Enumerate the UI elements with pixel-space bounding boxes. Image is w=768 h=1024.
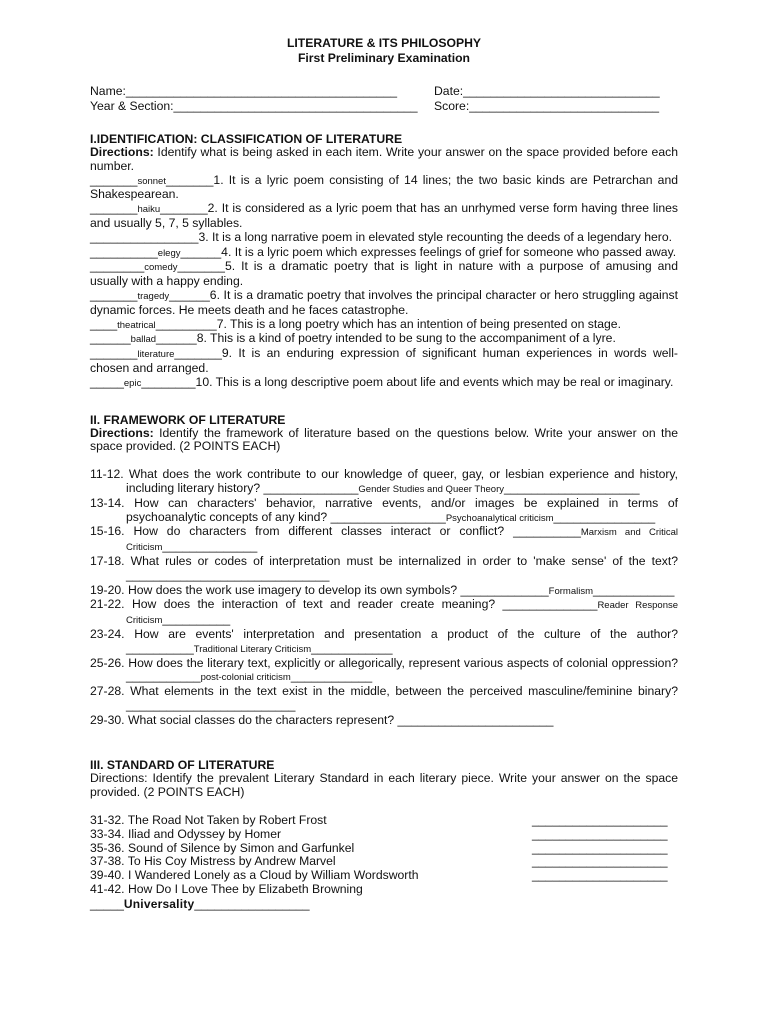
- last-answer-line: [90, 897, 678, 911]
- answer-blank-tail: _______________: [553, 509, 656, 524]
- item-question: 27-28. What elements in the text exist in the middle, between the perceived masculine/feminine binary? _________________________: [90, 684, 678, 712]
- last-answer-post: _________________: [194, 896, 310, 911]
- item-question: ______4. It is a lyric poem which expresses feelings of grief for someone who passed away.: [180, 244, 677, 259]
- item-question: _________7. This is a long poetry which has an intention of being presented on stage.: [155, 316, 621, 331]
- directions-text: Identify the framework of literature based on the questions below. Write your answer on the space provided. (2 POINTS EACH): [90, 425, 678, 454]
- answer-blank-pre: _______: [90, 201, 138, 216]
- item-question: 11-12. What does the work contribute to our knowledge of queer, gay, or lesbian experience and history, including literary history? ______________: [90, 467, 678, 495]
- handwritten-answer[interactable]: literature: [137, 349, 175, 361]
- framework-item: [90, 584, 678, 599]
- name-field[interactable]: Name:________________________________________: [90, 84, 398, 98]
- section1-title: I.IDENTIFICATION: CLASSIFICATION OF LITERATURE: [90, 132, 403, 146]
- exam-page: [90, 36, 678, 911]
- answer-blank-pre: ____: [90, 316, 118, 331]
- answer-blank-pre: ______: [90, 331, 131, 346]
- item-question: 29-30. What social classes do the characters represent? _______________________: [90, 712, 554, 727]
- answer-blank-tail: ____________: [593, 582, 675, 597]
- framework-item: [90, 714, 678, 729]
- standard-item: [90, 855, 678, 869]
- section1-items: [90, 174, 678, 391]
- standard-item: [90, 828, 678, 842]
- identification-item: [90, 174, 678, 203]
- answer-blank-pre: ________: [90, 259, 145, 274]
- answer-blank-pre: _____: [90, 374, 124, 389]
- section2-directions: [90, 427, 678, 455]
- item-question: 13-14. How can characters' behavior, narrative events, and/or images be explained in terms of psychoanalytic concepts of any kind? _________________: [90, 495, 678, 524]
- handwritten-answer[interactable]: haiku: [137, 204, 161, 216]
- handwritten-answer[interactable]: comedy: [144, 262, 178, 274]
- answer-blank-tail: ____________________: [504, 480, 640, 495]
- handwritten-answer[interactable]: ballad: [130, 334, 157, 346]
- section3-title: III. STANDARD OF LITERATURE: [90, 758, 275, 773]
- item-question: ________________3. It is a long narrative poem in elevated style recounting the deeds of a legendary hero.: [90, 229, 673, 244]
- answer-blank-pre: _______: [90, 346, 138, 361]
- handwritten-answer[interactable]: post-colonial criticism: [200, 672, 291, 684]
- item-question: _______1. It is a lyric poem consisting of 14 lines; the two basic kinds are Petrarchan and Shakespearean.: [90, 172, 678, 202]
- identification-item: [90, 260, 678, 289]
- handwritten-answer[interactable]: Marxism and Critical Criticism: [126, 527, 678, 554]
- item-question: 21-22. How does the interaction of text and reader create meaning? ______________: [90, 597, 598, 612]
- answer-blank[interactable]: ____________________: [532, 826, 668, 841]
- item-question: 23-24. How are events' interpretation and presentation a product of the culture of the author? __________: [90, 626, 678, 655]
- section1-directions: [90, 146, 678, 174]
- literary-piece: 31-32. The Road Not Taken by Robert Frost: [90, 813, 327, 828]
- item-question: _______9. It is an enduring expression of significant human experiences in words well-chosen and arranged.: [90, 346, 678, 375]
- item-question: 25-26. How does the literary text, explicitly or allegorically, represent various aspects of colonial oppression? ___________: [90, 655, 678, 684]
- handwritten-answer[interactable]: sonnet: [137, 175, 166, 187]
- answer-blank[interactable]: ____________________: [532, 840, 668, 855]
- identification-item: [90, 289, 678, 318]
- handwritten-answer[interactable]: Gender Studies and Queer Theory: [358, 483, 504, 495]
- item-question: ______8. This is a kind of poetry intended to be sung to the accompaniment of a lyre.: [156, 331, 616, 346]
- handwritten-answer[interactable]: tragedy: [137, 290, 170, 302]
- handwritten-answer[interactable]: Traditional Literary Criticism: [193, 643, 312, 655]
- year-section-field[interactable]: Year & Section:____________________________________: [90, 99, 418, 113]
- item-question: 15-16. How do characters from different classes interact or conflict? __________: [90, 524, 581, 539]
- handwritten-answer[interactable]: epic: [123, 377, 142, 389]
- standard-item: [90, 814, 678, 828]
- score-field[interactable]: Score:____________________________: [434, 99, 660, 113]
- info-row-2: [90, 99, 678, 114]
- standard-item: [90, 883, 678, 897]
- identification-item: [90, 246, 678, 261]
- framework-item: [90, 685, 678, 714]
- section3-directions: Directions: Identify the prevalent Literary Standard in each literary piece. Write your answer on the space provided. (2 POINTS EACH): [90, 771, 678, 800]
- answer-blank[interactable]: [532, 883, 678, 897]
- identification-item: [90, 202, 678, 231]
- last-answer-pre: _____: [90, 896, 124, 911]
- section2-title: II. FRAMEWORK OF LITERATURE: [90, 412, 286, 427]
- handwritten-answer[interactable]: Formalism: [548, 585, 594, 597]
- framework-item: [90, 555, 678, 584]
- framework-item: [90, 628, 678, 657]
- framework-item: [90, 468, 678, 497]
- item-question: _______2. It is considered as a lyric poem that has an unrhymed verse form having three lines and usually 5, 7, 5 syllables.: [90, 201, 678, 230]
- directions-label: Directions:: [90, 425, 154, 440]
- exam-subtitle: First Preliminary Examination: [297, 51, 471, 65]
- answer-blank-pre: __________: [90, 244, 158, 259]
- date-field[interactable]: Date:_____________________________: [434, 84, 660, 98]
- handwritten-answer[interactable]: theatrical: [117, 319, 156, 331]
- framework-item: [90, 525, 678, 555]
- handwritten-answer[interactable]: Reader Response Criticism: [126, 600, 679, 627]
- answer-blank[interactable]: ____________________: [532, 854, 668, 869]
- directions-label: Directions:: [90, 145, 154, 159]
- exam-title: LITERATURE & ITS PHILOSOPHY: [286, 36, 482, 50]
- identification-item: [90, 332, 678, 347]
- directions-text: Identify what is being asked in each item. Write your answer on the space provided before each number.: [90, 145, 678, 173]
- answer-blank[interactable]: ____________________: [532, 868, 668, 883]
- item-question: 19-20. How does the work use imagery to develop its own symbols? _____________: [90, 582, 549, 597]
- item-question: ______6. It is a dramatic poetry that involves the principal character or hero struggling against dynamic forces. He meets death and he faces catastrophe.: [90, 287, 678, 317]
- handwritten-answer[interactable]: Universality: [123, 896, 195, 911]
- answer-blank[interactable]: ____________________: [532, 813, 668, 828]
- answer-blank-pre: _______: [90, 287, 138, 302]
- identification-item: [90, 376, 678, 391]
- answer-blank-pre: _______: [90, 172, 138, 187]
- item-question: _______5. It is a dramatic poetry that is light in nature with a purpose of amusing and usually with a happy ending.: [90, 259, 678, 289]
- answer-blank-tail: ____________: [290, 669, 373, 684]
- literary-piece: 39-40. I Wandered Lonely as a Cloud by William Wordsworth: [90, 868, 419, 883]
- answer-blank-tail: ____________: [311, 640, 393, 655]
- item-question: 17-18. What rules or codes of interpretation must be internalized in order to 'make sense' of the text? ______________________________: [90, 553, 678, 582]
- answer-blank-tail: ______________: [162, 539, 258, 554]
- standard-item: [90, 869, 678, 883]
- answer-blank-tail: __________: [162, 612, 231, 627]
- framework-item: [90, 657, 678, 686]
- handwritten-answer[interactable]: Psychoanalytical criticism: [445, 512, 554, 524]
- section2-items: [90, 468, 678, 728]
- identification-item: [90, 318, 678, 333]
- item-question: ________10. This is a long descriptive poem about life and events which may be real or imaginary.: [141, 374, 674, 389]
- identification-item: [90, 231, 678, 246]
- literary-piece: 41-42. How Do I Love Thee by Elizabeth Browning: [90, 882, 363, 897]
- framework-item: [90, 598, 678, 628]
- literary-piece: 33-34. Iliad and Odyssey by Homer: [90, 826, 282, 841]
- literary-piece: 35-36. Sound of Silence by Simon and Garfunkel: [90, 840, 355, 855]
- section3-items: [90, 814, 678, 897]
- framework-item: [90, 497, 678, 526]
- info-row-1: [90, 84, 678, 99]
- literary-piece: 37-38. To His Coy Mistress by Andrew Marvel: [90, 854, 336, 869]
- identification-item: [90, 347, 678, 376]
- standard-item: [90, 842, 678, 856]
- handwritten-answer[interactable]: elegy: [157, 247, 181, 259]
